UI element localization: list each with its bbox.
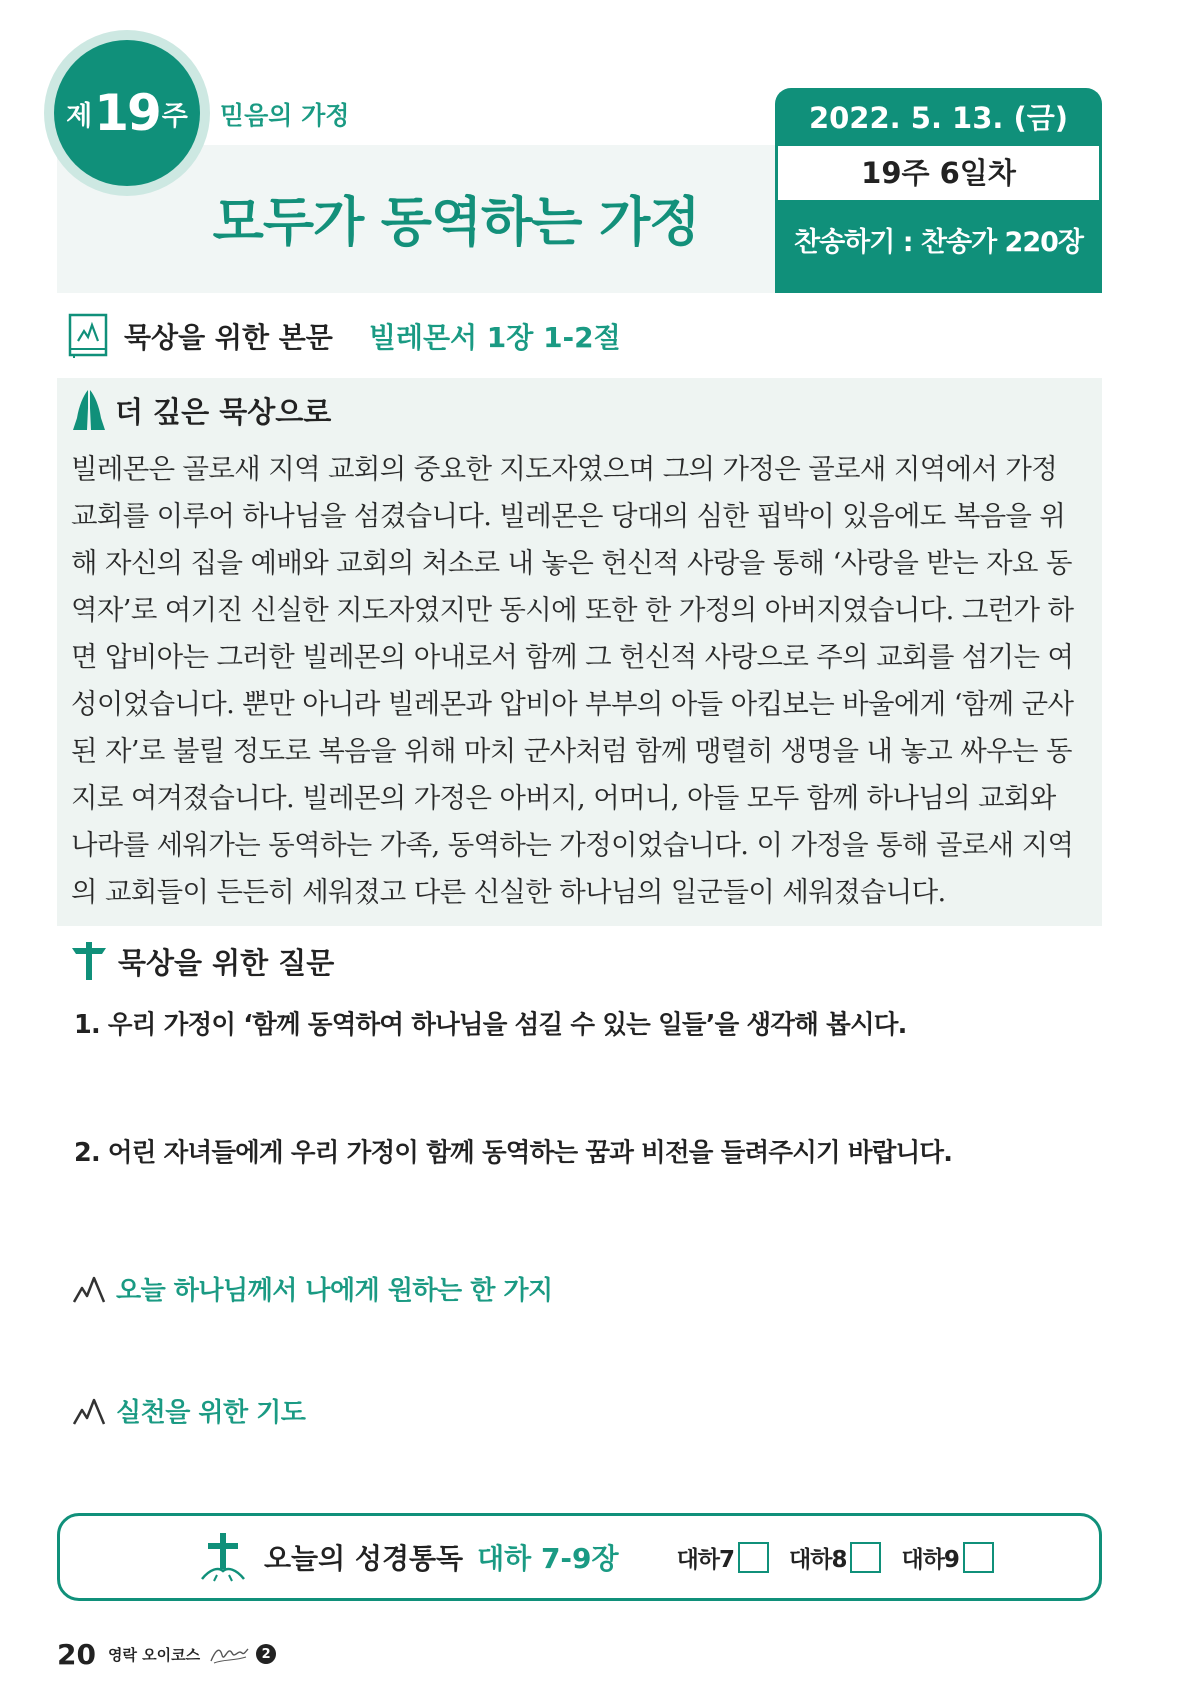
reading-checkbox[interactable] (738, 1542, 769, 1573)
meditation-line: 지로 여겨졌습니다. 빌레몬의 가정은 아버지, 어머니, 아들 모두 함께 하나님의 교회와 (71, 783, 1056, 814)
cross-icon (70, 940, 108, 982)
reading-check-item (789, 1541, 881, 1574)
book-icon (68, 313, 108, 359)
footer (57, 1634, 276, 1674)
reading-checkbox[interactable] (850, 1542, 881, 1573)
prayer-section-label: 실천을 위한 기도 (116, 1398, 306, 1428)
bible-reading-title: 오늘의 성경통독 (264, 1542, 464, 1575)
reading-check-label: 대하8 (789, 1546, 847, 1573)
date-label: 2022. 5. 13. (금) (808, 101, 1069, 135)
week-badge (54, 40, 200, 186)
meditation-line: 면 압비아는 그러한 빌레몬의 아내로서 함께 그 헌신적 사랑으로 주의 교회를 섬기는 여 (71, 642, 1074, 673)
reading-check-item (677, 1541, 769, 1574)
signature-icon (208, 1641, 250, 1667)
hymn-label: 찬송하기 : 찬송가 220장 (793, 227, 1083, 258)
week-number: 19 (94, 84, 160, 142)
meditation-line: 나라를 세워가는 동역하는 가족, 동역하는 가정이었습니다. 이 가정을 통해 골로새 지역 (71, 830, 1074, 861)
bible-reading-box (57, 1513, 1102, 1601)
passage-reference: 빌레몬서 1장 1-2절 (368, 321, 621, 354)
meditation-line: 빌레몬은 골로새 지역 교회의 중요한 지도자였으며 그의 가정은 골로새 지역에서 가정 (71, 454, 1058, 485)
passage-row (68, 312, 621, 360)
reading-check-label: 대하7 (676, 1546, 735, 1573)
questions-heading-row (70, 940, 334, 982)
meditation-line: 된 자’로 불릴 정도로 복음을 위해 마치 군사처럼 함께 맹렬히 생명을 내 놓고 싸우는 동 (71, 736, 1072, 767)
cross-icon (200, 1531, 246, 1583)
mountain-peak-icon (72, 1396, 106, 1426)
question-1: 1. 우리 가정이 ‘함께 동역하여 하나님을 섬길 수 있는 일들’을 생각해 봅시다. (74, 1010, 907, 1040)
page-title: 모두가 동역하는 가정 (212, 192, 700, 253)
questions-heading: 묵상을 위한 질문 (118, 945, 335, 980)
reading-check-item (901, 1541, 993, 1574)
prayer-section-row (72, 1392, 305, 1429)
today-section-label: 오늘 하나님께서 나에게 원하는 한 가지 (116, 1276, 553, 1306)
day-label: 19주 6일차 (778, 146, 1099, 200)
week-prefix: 제 (66, 100, 93, 132)
page-number: 20 (57, 1637, 96, 1671)
volume-badge: 2 (256, 1644, 276, 1664)
reading-check-label: 대하9 (901, 1546, 959, 1573)
date-box (775, 88, 1102, 293)
bible-reading-row (200, 1516, 1014, 1598)
meditation-heading: 더 깊은 묵상으로 (115, 394, 332, 429)
question-2: 2. 어린 자녀들에게 우리 가정이 함께 동역하는 꿈과 비전을 들려주시기 바랍니다. (74, 1138, 953, 1168)
meditation-line: 성이었습니다. 뿐만 아니라 빌레몬과 압비아 부부의 아들 아킵보는 바울에게 ‘함께 군사 (71, 689, 1074, 720)
meditation-box (57, 378, 1102, 926)
footer-brand: 영락 오이코스 (107, 1645, 201, 1664)
mountain-peak-icon (72, 1274, 106, 1304)
praying-hands-icon (71, 388, 107, 432)
meditation-line: 교회를 이루어 하나님을 섬겼습니다. 빌레몬은 당대의 심한 핍박이 있음에도 복음을 위 (71, 501, 1066, 532)
week-suffix: 주 (161, 100, 188, 132)
meditation-line: 역자’로 여기진 신실한 지도자였지만 동시에 또한 한 가정의 아버지였습니다. 그런가 하 (71, 595, 1074, 626)
today-section-row (72, 1270, 553, 1307)
meditation-line: 의 교회들이 든든히 세워졌고 다른 신실한 하나님의 일군들이 세워졌습니다. (71, 877, 946, 908)
meditation-line: 해 자신의 집을 예배와 교회의 처소로 내 놓은 헌신적 사랑을 통해 ‘사랑을 받는 자요 동 (71, 548, 1072, 579)
bible-reading-reference: 대하 7-9장 (477, 1542, 619, 1575)
passage-heading: 묵상을 위한 본문 (124, 321, 333, 354)
series-label: 믿음의 가정 (220, 101, 350, 130)
reading-checkbox[interactable] (963, 1542, 994, 1573)
meditation-heading-row (71, 388, 331, 432)
meditation-text (71, 446, 1091, 916)
